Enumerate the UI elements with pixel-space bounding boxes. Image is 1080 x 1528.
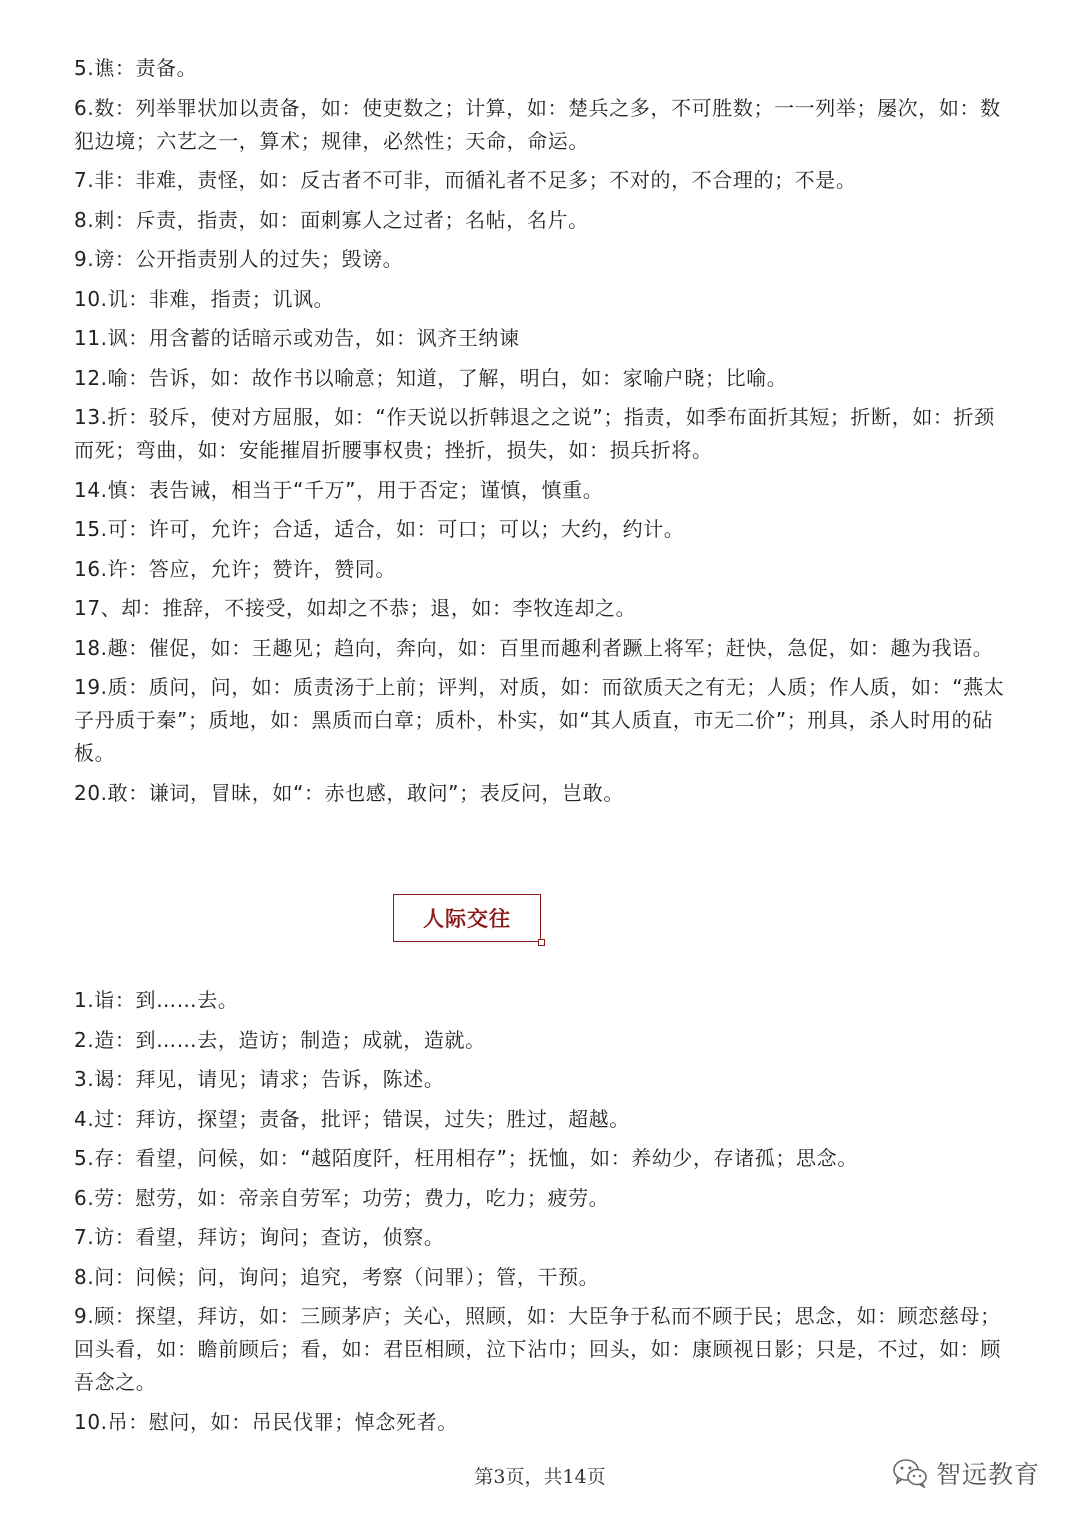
entry-item: 10.讥：非难，指责；讥讽。: [74, 286, 335, 311]
entry-item: 7.非：非难，责怪，如：反古者不可非，而循礼者不足多；不对的，不合理的；不是。: [74, 168, 857, 192]
entry-list-bottom: [74, 984, 1014, 1445]
entry-item: 17、却：推辞，不接受，如却之不恭；退，如：李牧连却之。: [74, 596, 637, 620]
wechat-icon: [892, 1458, 928, 1488]
entry-item: 6.数：列举罪状加以责备，如：使吏数之；计算，如：楚兵之多，不可胜数；一一列举；屡次，如：数犯边境；六艺之一，算术；规律，必然性；天命，命运。: [74, 95, 1001, 153]
section-heading-text: 人际交往: [423, 907, 511, 931]
entry-item: 8.问：问候；问，询问；追究，考察（问罪）；管，干预。: [74, 1264, 600, 1289]
entry-item: 12.喻：告诉，如：故作书以喻意；知道，了解，明白，如：家喻户晓；比喻。: [74, 365, 788, 390]
entry-item: 19.质：质问，问，如：质责汤于上前；评判，对质，如：而欲质天之有无；人质；作人质，如：“燕太子丹质于秦”；质地，如：黑质而白章；质朴，朴实，如“其人质直，市无二价”；刑具，杀人时用的砧板。: [74, 675, 1005, 765]
entry-item: 10.吊：慰问，如：吊民伐罪；悼念死者。: [74, 1409, 458, 1434]
heading-corner-mark: [538, 939, 545, 946]
entry-item: 5.存：看望，问候，如：“越陌度阡，枉用相存”；抚恤，如：养幼少，存诸孤；思念。: [74, 1146, 858, 1170]
entry-item: 11.讽：用含蓄的话暗示或劝告，如：讽齐王纳谏: [74, 326, 520, 350]
entry-item: 4.过：拜访，探望；责备，批评；错误，过失；胜过，超越。: [74, 1106, 630, 1131]
entry-item: 5.谯：责备。: [74, 56, 198, 80]
watermark: [892, 1455, 1040, 1491]
entry-item: 8.刺：斥责，指责，如：面刺寡人之过者；名帖，名片。: [74, 207, 589, 232]
entry-item: 1.诣：到……去。: [74, 988, 239, 1012]
entry-item: 7.访：看望，拜访；询问；查访，侦察。: [74, 1225, 445, 1249]
entry-item: 9.顾：探望，拜访，如：三顾茅庐；关心，照顾，如：大臣争于私而不顾于民；思念，如：顾恋慈母；回头看，如：瞻前顾后；看，如：君臣相顾，泣下沾巾；回头，如：康顾视日影；只是，不过，如：顾吾念之。: [74, 1304, 1001, 1394]
entry-item: 15.可：许可，允许；合适，适合，如：可口；可以；大约，约计。: [74, 517, 685, 541]
entry-list-top: [74, 52, 1014, 816]
section-heading: [393, 894, 541, 942]
entry-item: 9.谤：公开指责别人的过失；毁谤。: [74, 247, 404, 271]
entry-item: 20.敢：谦词，冒昧，如“：赤也感，敢问”；表反问，岂敢。: [74, 780, 624, 805]
entry-item: 3.谒：拜见，请见；请求；告诉，陈述。: [74, 1067, 445, 1091]
entry-item: 18.趣：催促，如：王趣见；趋向，奔向，如：百里而趣利者蹶上将军；赶快，急促，如：趣为我语。: [74, 635, 994, 660]
watermark-text: 智远教育: [936, 1460, 1041, 1489]
entry-item: 6.劳：慰劳，如：帝亲自劳军；功劳；费力，吃力；疲劳。: [74, 1185, 610, 1210]
entry-item: 13.折：驳斥，使对方屈服，如：“作天说以折韩退之之说”；指责，如季布面折其短；折断，如：折颈而死；弯曲，如：安能摧眉折腰事权贵；挫折，损失，如：损兵折将。: [74, 405, 995, 462]
page-number: 第3页，共14页: [474, 1466, 606, 1488]
entry-item: 16.许：答应，允许；赞许，赞同。: [74, 556, 397, 581]
entry-item: 14.慎：表告诫，相当于“千万”，用于否定；谨慎，慎重。: [74, 477, 604, 502]
entry-item: 2.造：到……去，造访；制造；成就，造就。: [74, 1027, 486, 1052]
